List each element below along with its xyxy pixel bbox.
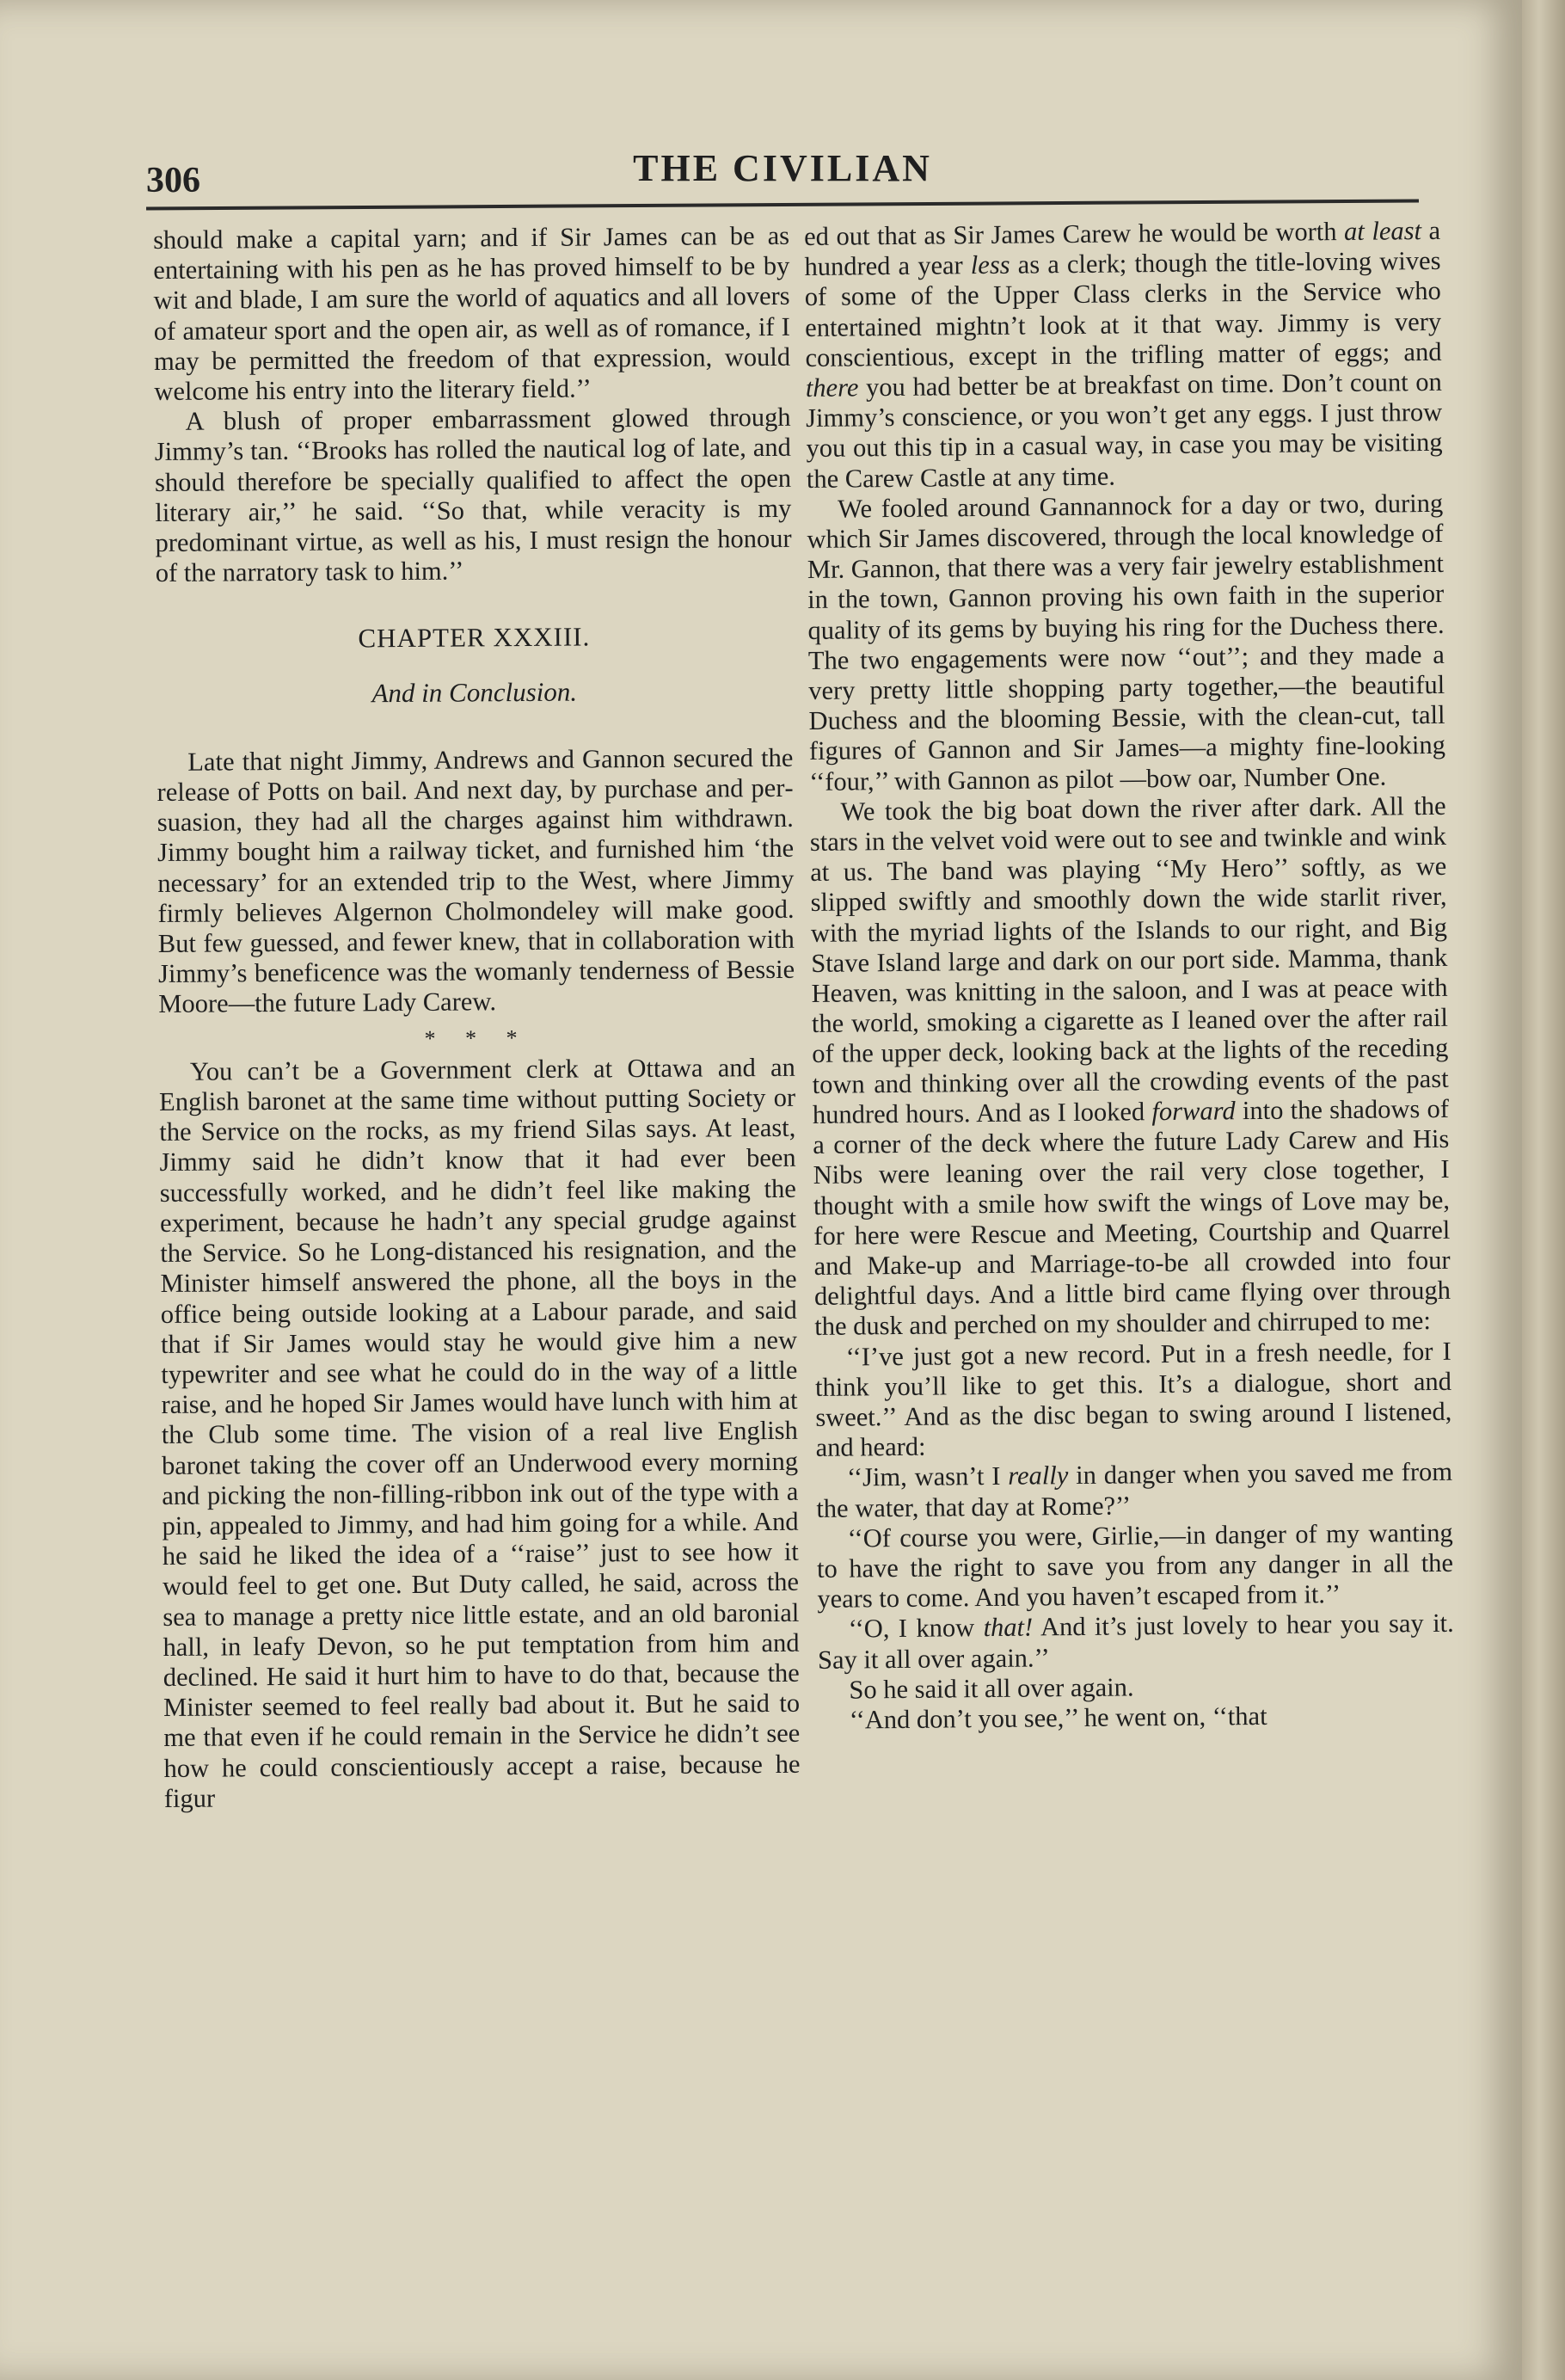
text-run: And it’s just lovely to hear you say it. Say it all over again.’’ bbox=[817, 1608, 1454, 1675]
italic-text: there bbox=[805, 372, 859, 403]
chapter-subtitle: And in Conclusion. bbox=[371, 676, 578, 708]
paragraph: ‘‘I’ve just got a new record. Put in a fresh needle, for I think you’ll like to get this. It’s a dialogue, short and sweet.’’ And as the disc began to swing around I listened, and heard: bbox=[814, 1336, 1452, 1463]
text-run: in danger when you saved me from the water, that day at Rome?’’ bbox=[816, 1457, 1453, 1523]
italic-text: less bbox=[970, 249, 1010, 280]
paragraph: We fooled around Gannannock for a day or two, during which Sir James discovered, through the local knowledge of Mr. Gannon, that there was a very fair jewelry establishment in the town, Gannon proving his own faith in the superior quality of its gems by buying his ring for the Duchess there. The two engagements were now ‘‘out’’; and they made a very pretty little shopping party together,—the beautiful Duchess and the blooming Bessie, with the clean-cut, tall figures of Gannon and Sir James—a mighty fine-looking ‘‘four,’’ with Gannon as pilot —bow oar, Number One. bbox=[807, 488, 1446, 796]
right-column bbox=[804, 216, 1455, 1736]
section-break-asterisms: * * * bbox=[424, 1024, 530, 1051]
page-number: 306 bbox=[146, 161, 200, 200]
paragraph: You can’t be a Government clerk at Ottawa and an English baronet at the same time without putting Society or the Service on the rocks, as my friend Silas says. At least, Jimmy said he didn’t know that it had ever been successfully worked, and he didn’t feel like making the experiment, because he hadn’t any special grudge against the Service. So he Long-distanced his resignation, and the Minister himself answered the phone, all the boys in the office being outside looking at a Labour parade, and said that if Sir James would stay he would give him a new typewriter and see what he could do in the way of a little raise, and he hoped Sir James would have lunch with him at the Club some time. The vision of a real live English baronet taking the cover off an Underwood every morning and picking the non-filling-ribbon ink out of the type with a pin, appealed to Jimmy, and had him going for a while. And he said he liked the idea of a ‘‘raise’’ just to see how it would feel to get one. But Duty called, he said, across the sea to manage a pretty nice little estate, and an old baronial hall, in leafy Devon, so he put temptation from him and declined. He said it hurt him to have to do that, because the Minister seemed to feel really bad about it. But he said to me that even if he could remain in the Service he didn’t see how he could conscientiously accept a raise, because he figur bbox=[158, 1052, 801, 1813]
paragraph: A blush of proper embarrassment glowed through Jimmy’s tan. ‘‘Brooks has rolled the nautical log of late, and should therefore be specially qualified to affect the open literary air,’’ he said. ‘‘So that, while veracity is my predominant virtue, as well as his, I must resign the honour of the narratory task to him.’’ bbox=[154, 403, 792, 588]
paragraph: ‘‘Of course you were, Girlie,—in danger of my wanting to have the right to save you from any danger in all the years to come. And you haven’t escaped from it.’’ bbox=[816, 1517, 1454, 1614]
text-run: ‘‘O, I know bbox=[848, 1613, 984, 1644]
text-run: ed out that as Sir James Carew he would be worth bbox=[804, 216, 1345, 251]
paragraph: Late that night Jimmy, Andrews and Gannon secured the release of Potts on bail. And next day, by purchase and persuasion, they had all the charges against him withdrawn. Jimmy bought him a railway ticket, and furnished him ‘the necessary’ for an extended trip to the West, where Jimmy firmly believes Algernon Cholmondeley will make good. But few guessed, and fewer knew, that in collaboration with Jimmy’s beneficence was the womanly tenderness of Bessie Moore—the future Lady Carew. bbox=[156, 742, 795, 1019]
journal-title: THE CIVILIAN bbox=[633, 147, 932, 189]
left-column bbox=[153, 221, 801, 1814]
text-run: as a clerk; though the title-loving wives of some of the Upper Class clerks in the Service who entertained mightn’t look at it that way. Jimmy is very conscientious, except in the trifling matter of eggs; and bbox=[804, 246, 1442, 372]
paragraph bbox=[816, 1457, 1453, 1524]
italic-text: at least bbox=[1343, 216, 1422, 246]
text-run: you had better be at breakfast on time. Don’t count on Jimmy’s conscience, or you won’t get any eggs. I just throw you out this tip in a casual way, in case you may be visiting the Carew Castle at any time. bbox=[806, 366, 1443, 494]
text-run: We took the big boat down the river after dark. All the stars in the velvet void were out to see and twinkle and wink at us. The band was playing ‘‘My Hero’’ softly, as we slipped swiftly and smoothly down the wide starlit river, with the myriad lights of the Islands to our right, and Big Stave Island large and dark on our port side. Mamma, thank Heaven, was knitting in the saloon, and I was at peace with the world, smoking a cigarette as I leaned over the after rail of the upper deck, looking back at the lights of the receding town and thinking over all the crowding events of the past hundred hours. And as I looked bbox=[809, 790, 1449, 1129]
paragraph: ‘‘And don’t you see,’’ he went on, ‘‘that bbox=[849, 1700, 1267, 1735]
paragraph bbox=[809, 791, 1451, 1343]
chapter-heading: CHAPTER XXXIII. bbox=[358, 621, 591, 654]
paragraph: should make a capital yarn; and if Sir James can be as entertaining with his pen as he has proved himself to be by wit and blade, I am sure the world of aquatics and all lovers of amateur sport and the open air, as well as of romance, if I may be permitted the freedom of that expression, would welcome his entry into the literary field.’’ bbox=[153, 220, 791, 407]
book-spine-edge bbox=[1522, 0, 1565, 2380]
italic-text: that! bbox=[983, 1612, 1034, 1643]
italic-text: forward bbox=[1151, 1096, 1236, 1127]
text-run: ‘‘Jim, wasn’t I bbox=[846, 1461, 1009, 1492]
paragraph bbox=[818, 1608, 1455, 1676]
paragraph: So he said it all over again. bbox=[849, 1672, 1134, 1705]
italic-text: really bbox=[1008, 1461, 1069, 1491]
paragraph bbox=[804, 216, 1443, 495]
running-head bbox=[146, 145, 1419, 205]
text-run: a hundred a year bbox=[804, 215, 1441, 282]
text-run: into the shadows of a corner of the deck where the future Lady Carew and His Nibs were leaning over the rail very close together, I thought with a smile how swift the wings of Love may be, for here were Rescue and Meeting, Courtship and Quarrel and Make-up and Marriage-to-be all crowded into four delightful days. And a little bird came flying over through the dusk and perched on my shoulder and chirruped to me: bbox=[813, 1093, 1451, 1342]
